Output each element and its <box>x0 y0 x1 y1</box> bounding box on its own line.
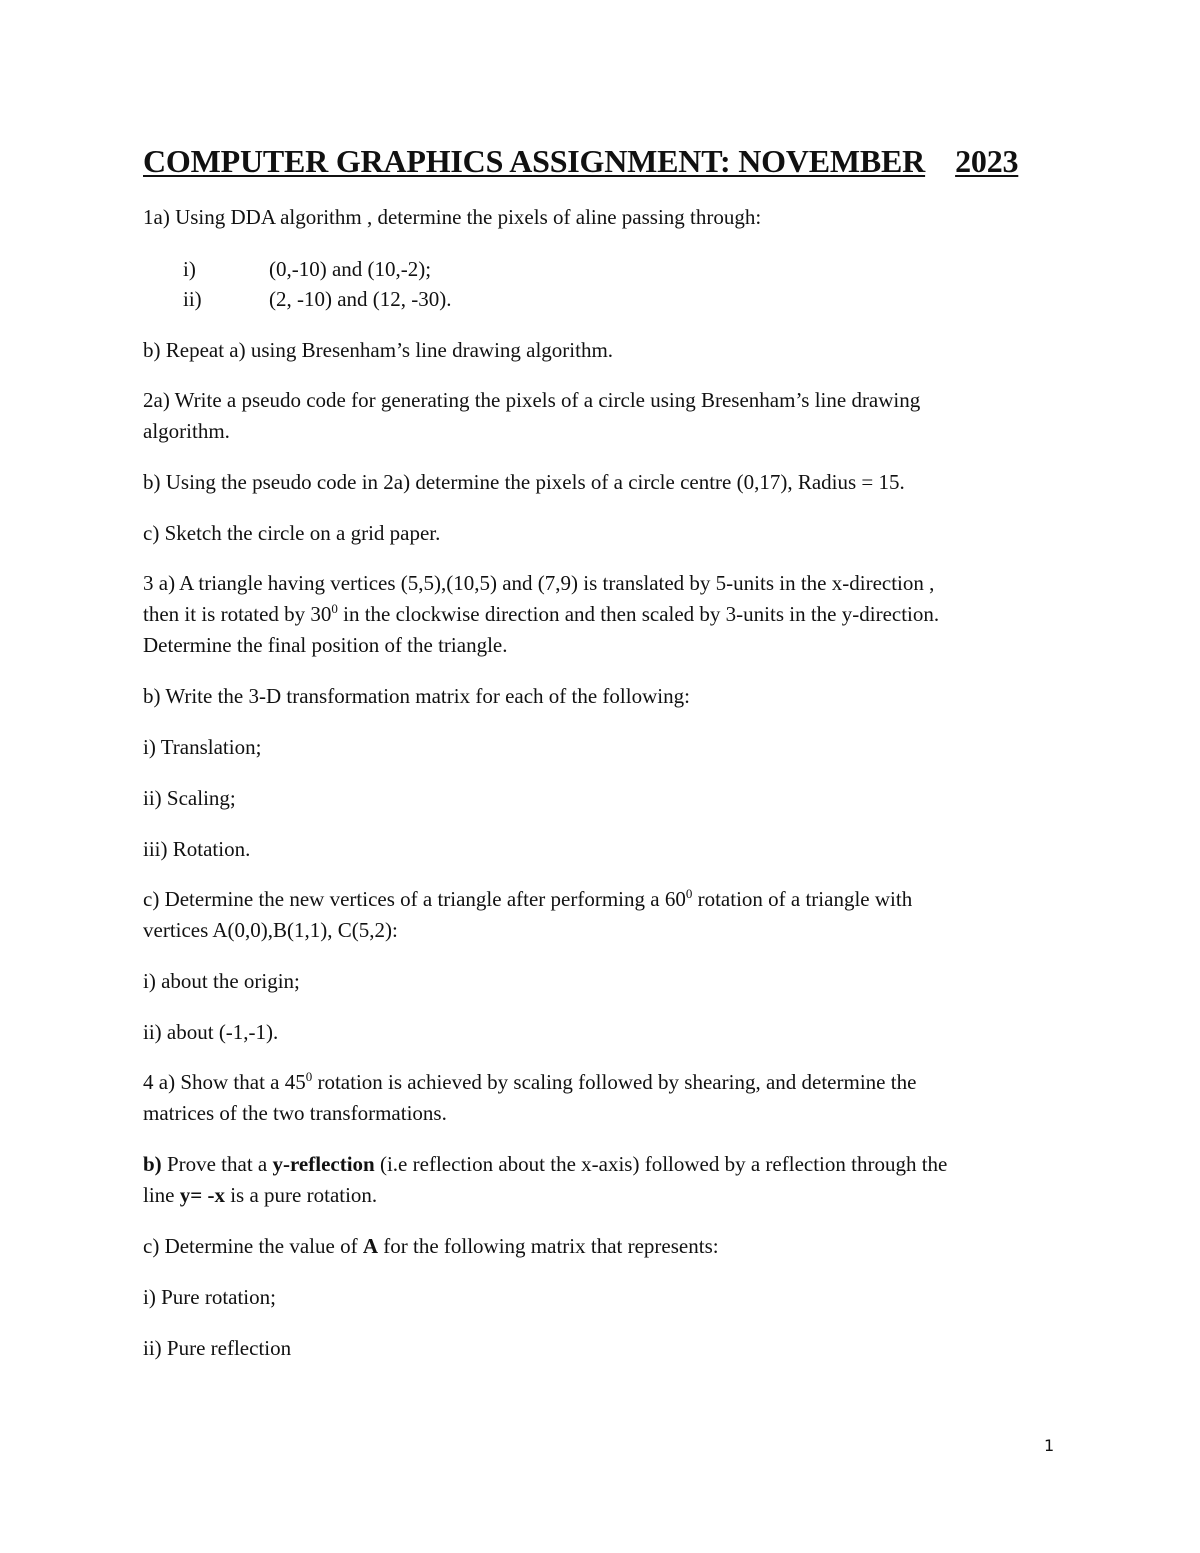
question-3c-item-2: ii) about (-1,-1). <box>143 1020 279 1044</box>
item-number: ii) <box>183 287 202 311</box>
item-text: (0,-10) and (10,-2); <box>269 257 432 281</box>
question-1a: 1a) Using DDA algorithm , determine the pixels of aline passing through: <box>143 205 762 229</box>
question-4a-line-2: matrices of the two transformations. <box>143 1101 447 1125</box>
bold-term: y-reflection <box>272 1152 375 1176</box>
question-3a-line-1: 3 a) A triangle having vertices (5,5),(10,5) and (7,9) is translated by 5-units in the x-direction , <box>143 571 935 595</box>
question-3b-item-3: iii) Rotation. <box>143 837 251 861</box>
question-4a-line-1: 4 a) Show that a $45^0$ rotation is achieved by scaling followed by shearing, and determine the <box>143 1069 917 1094</box>
question-3b-item-2: ii) Scaling; <box>143 786 236 810</box>
question-3c-line-1: c) Determine the new vertices of a triangle after performing a $60^0$ rotation of a triangle with <box>143 886 913 911</box>
question-1a-item-2 <box>183 284 452 315</box>
question-2a-line-2: algorithm. <box>143 419 230 443</box>
title-text: COMPUTER GRAPHICS ASSIGNMENT: NOVEMBER <box>143 143 926 179</box>
bold-term: A <box>362 1234 378 1258</box>
degree-superscript: 0 <box>685 886 693 901</box>
question-4b-line-1: b) Prove that a y-reflection (i.e reflection about the x-axis) followed by a reflection through the <box>143 1152 948 1176</box>
question-3a-line-3: Determine the final position of the triangle. <box>143 633 508 657</box>
question-label: b) <box>143 1152 162 1176</box>
question-1b: b) Repeat a) using Bresenham’s line drawing algorithm. <box>143 338 614 362</box>
question-1a-item-1 <box>183 254 431 285</box>
question-4b-line-2: line y= -x is a pure rotation. <box>143 1183 378 1207</box>
question-4c-item-2: ii) Pure reflection <box>143 1336 292 1360</box>
question-3a-line-2: then it is rotated by $30^0$ in the clockwise direction and then scaled by 3-units in the y-direction. <box>143 601 940 626</box>
question-3b: b) Write the 3-D transformation matrix for each of the following: <box>143 684 690 708</box>
question-4c: c) Determine the value of A for the following matrix that represents: <box>143 1234 719 1258</box>
question-2a-line-1: 2a) Write a pseudo code for generating the pixels of a circle using Bresenham’s line drawing <box>143 388 921 412</box>
question-4c-item-1: i) Pure rotation; <box>143 1285 276 1309</box>
bold-term: y= -x <box>179 1183 225 1207</box>
title-year: 2023 <box>955 143 1019 179</box>
assignment-title <box>143 143 1033 179</box>
question-3c-item-1: i) about the origin; <box>143 969 300 993</box>
question-2c: c) Sketch the circle on a grid paper. <box>143 521 441 545</box>
question-2b: b) Using the pseudo code in 2a) determine the pixels of a circle centre (0,17), Radius = 15. <box>143 470 905 494</box>
question-3b-item-1: i) Translation; <box>143 735 262 759</box>
item-text: (2, -10) and (12, -30). <box>269 287 452 311</box>
question-3c-line-2: vertices A(0,0),B(1,1), C(5,2): <box>143 918 398 942</box>
item-number: i) <box>183 257 196 281</box>
degree-superscript: 0 <box>305 1069 313 1084</box>
page-number: 1 <box>1044 1436 1055 1455</box>
degree-superscript: 0 <box>331 601 338 616</box>
